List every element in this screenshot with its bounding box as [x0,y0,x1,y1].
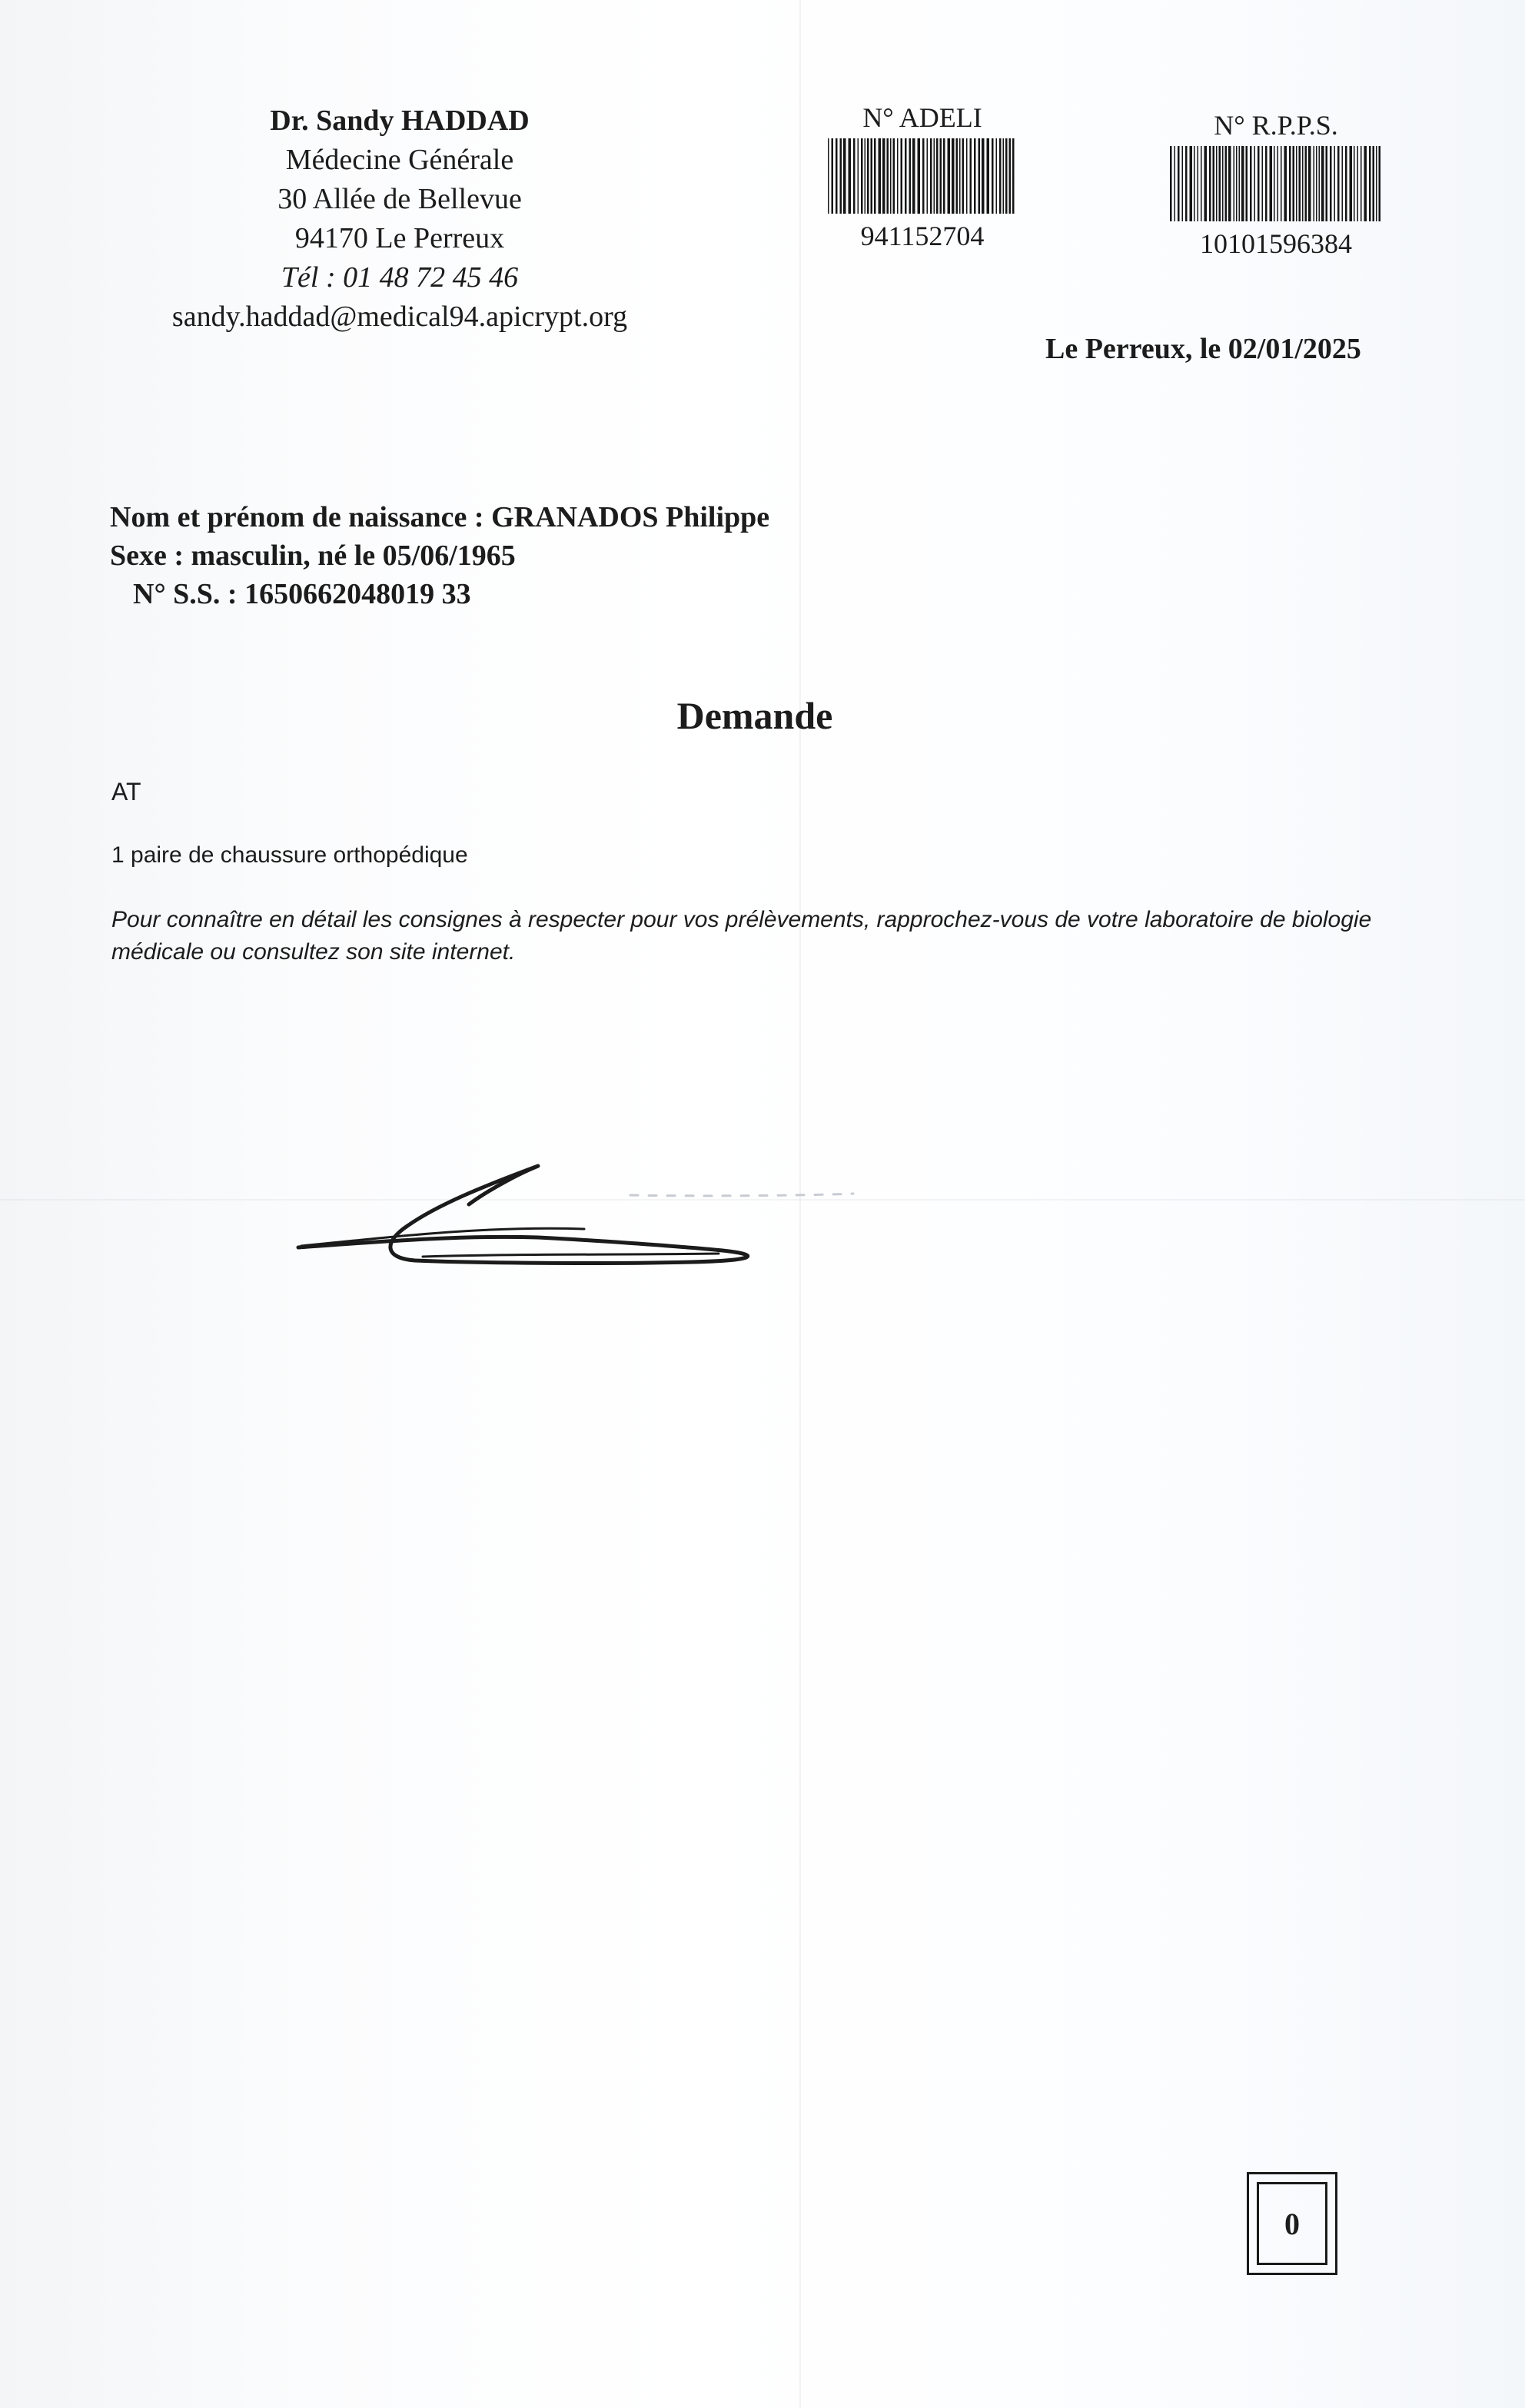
document-title [0,693,1525,738]
barcode-bar [934,138,935,214]
barcode-bar [874,138,876,214]
barcode-bar [1330,146,1332,221]
barcode-bar [1373,146,1375,221]
doctor-address-line2: 94170 Le Perreux [294,222,505,254]
barcode-bar [1270,146,1273,221]
barcode-bar [1319,146,1321,221]
barcode-bar [840,138,842,214]
barcode-bar [966,138,968,214]
barcode-bar [1258,146,1260,221]
barcode-bar [1364,146,1367,221]
barcode-bar [1241,146,1244,221]
barcode-bar [893,138,895,214]
barcode-bar [970,138,972,214]
barcode-bar [943,138,945,214]
barcode-bar [905,138,907,214]
doctor-email: sandy.haddad@medical94.apicrypt.org [171,301,628,333]
barcode-bar [978,138,981,214]
barcode-bar [1239,146,1241,221]
rpps-barcode [1168,146,1384,221]
barcode-bar [962,138,965,214]
barcode-bar [832,138,834,214]
document-title-text: Demande [676,694,833,737]
barcode-bar [867,138,869,214]
barcode-bar [901,138,903,214]
barcode-bar [1225,146,1228,221]
barcode-bar [1284,146,1287,221]
barcode-bar [1289,146,1291,221]
barcode-bar [999,138,1002,214]
barcode-bar [843,138,846,214]
adeli-number: 941152704 [860,221,985,251]
barcode-bar [1204,146,1208,221]
barcode-bar [1216,146,1218,221]
barcode-bar [1194,146,1195,221]
doctor-specialty: Médecine Générale [285,144,514,176]
barcode-bar [865,138,866,214]
barcode-bar [1369,146,1371,221]
barcode-bar [1357,146,1359,221]
barcode-bar [1254,146,1256,221]
barcode-bar [927,138,929,214]
patient-ss-value: 1650662048019 33 [244,578,471,610]
barcode-bar [948,138,951,214]
barcode-bar [930,138,932,214]
barcode-bar [996,138,998,214]
barcode-bar [1201,146,1202,221]
barcode-bar [1250,146,1252,221]
barcode-bar [1185,146,1188,221]
body-note: Pour connaître en détail les consignes à respecter pour vos prélèvements, rapprochez-vous de votre laboratoire de biologie médicale ou consultez son site internet. [111,907,1372,965]
barcode-bar [1234,146,1235,221]
count-box-inner [1257,2182,1327,2265]
barcode-bar [1262,146,1264,221]
barcode-bar [1012,138,1015,214]
barcode-bar [1005,138,1008,214]
barcode-bar [1293,146,1295,221]
count-box [1247,2172,1337,2275]
body-at: AT [111,778,141,805]
barcode-bar [1178,146,1180,221]
adeli-barcode [826,138,1018,214]
barcode-bar [882,138,885,214]
patient-info [110,498,769,613]
barcode-bar [1190,146,1193,221]
barcode-bar [1361,146,1362,221]
barcode-bar [1299,146,1301,221]
barcode-bar [887,138,889,214]
barcode-bar [1302,146,1304,221]
barcode-bar [1003,138,1005,214]
patient-sex-line: Sexe : masculin, né le 05/06/1965 [110,540,516,572]
barcode-bar [1354,146,1355,221]
barcode-bar [861,138,863,214]
barcode-bar [982,138,985,214]
adeli-label: N° ADELI [862,102,982,133]
date-line: Le Perreux, le 02/01/2025 [1045,333,1361,365]
barcode-bar [871,138,873,214]
barcode-bar [1350,146,1353,221]
barcode-bar [952,138,955,214]
count-box-value: 0 [1284,2206,1300,2241]
barcode-bar [1009,138,1012,214]
patient-ss-label: N° S.S. : [133,578,238,610]
barcode-bar [849,138,852,214]
barcode-bar [1246,146,1248,221]
barcode-bar [1236,146,1238,221]
rpps-block [1153,109,1399,260]
barcode-bar [1296,146,1297,221]
barcode-bar [853,138,856,214]
barcode-bar [992,138,994,214]
barcode-bar [940,138,942,214]
barcode-bar [1305,146,1307,221]
barcode-bar [1342,146,1344,221]
barcode-bar [890,138,892,214]
barcode-bar [1316,146,1317,221]
barcode-bar [1213,146,1215,221]
barcode-bar [1345,146,1347,221]
barcode-bar [1209,146,1211,221]
barcode-bar [1170,146,1172,221]
doctor-phone: Tél : 01 48 72 45 46 [281,261,519,294]
rpps-number: 10101596384 [1200,228,1352,259]
barcode-bar [1198,146,1199,221]
body-item: 1 paire de chaussure orthopédique [111,842,468,868]
barcode-bar [1222,146,1224,221]
barcode-bar [1334,146,1336,221]
barcode-bar [897,138,899,214]
adeli-block [815,101,1030,252]
barcode-bar [1308,146,1311,221]
barcode-bar [836,138,838,214]
barcode-bar [909,138,912,214]
barcode-bar [1182,146,1184,221]
barcode-bar [974,138,976,214]
doctor-address-line1: 30 Allée de Bellevue [277,183,522,215]
patient-name-value: GRANADOS Philippe [491,501,770,533]
barcode-bar [936,138,939,214]
patient-ss-line [110,575,769,613]
barcode-bar [1277,146,1279,221]
barcode-bar [1219,146,1221,221]
barcode-bar [1228,146,1231,221]
barcode-bar [858,138,859,214]
patient-name-label: Nom et prénom de naissance : [110,501,484,533]
barcode-bar [879,138,882,214]
barcode-bar [956,138,959,214]
barcode-bar [1326,146,1328,221]
barcode-bar [1281,146,1282,221]
barcode-bar [1174,146,1176,221]
barcode-bar [1376,146,1377,221]
barcode-bar [1337,146,1340,221]
barcode-bar [959,138,961,214]
doctor-name: Dr. Sandy HADDAD [270,105,530,137]
signature [292,1149,861,1303]
barcode-bar [912,138,915,214]
barcode-bar [1274,146,1275,221]
barcode-bar [1265,146,1268,221]
barcode-bar [828,138,829,214]
rpps-label: N° R.P.P.S. [1214,110,1338,141]
barcode-bar [987,138,990,214]
barcode-bar [922,138,925,214]
barcode-bar [918,138,921,214]
barcode-bar [1379,146,1381,221]
barcode-bar [1314,146,1315,221]
barcode-bar [1321,146,1324,221]
doctor-header [138,101,661,337]
patient-name-line [110,498,769,536]
